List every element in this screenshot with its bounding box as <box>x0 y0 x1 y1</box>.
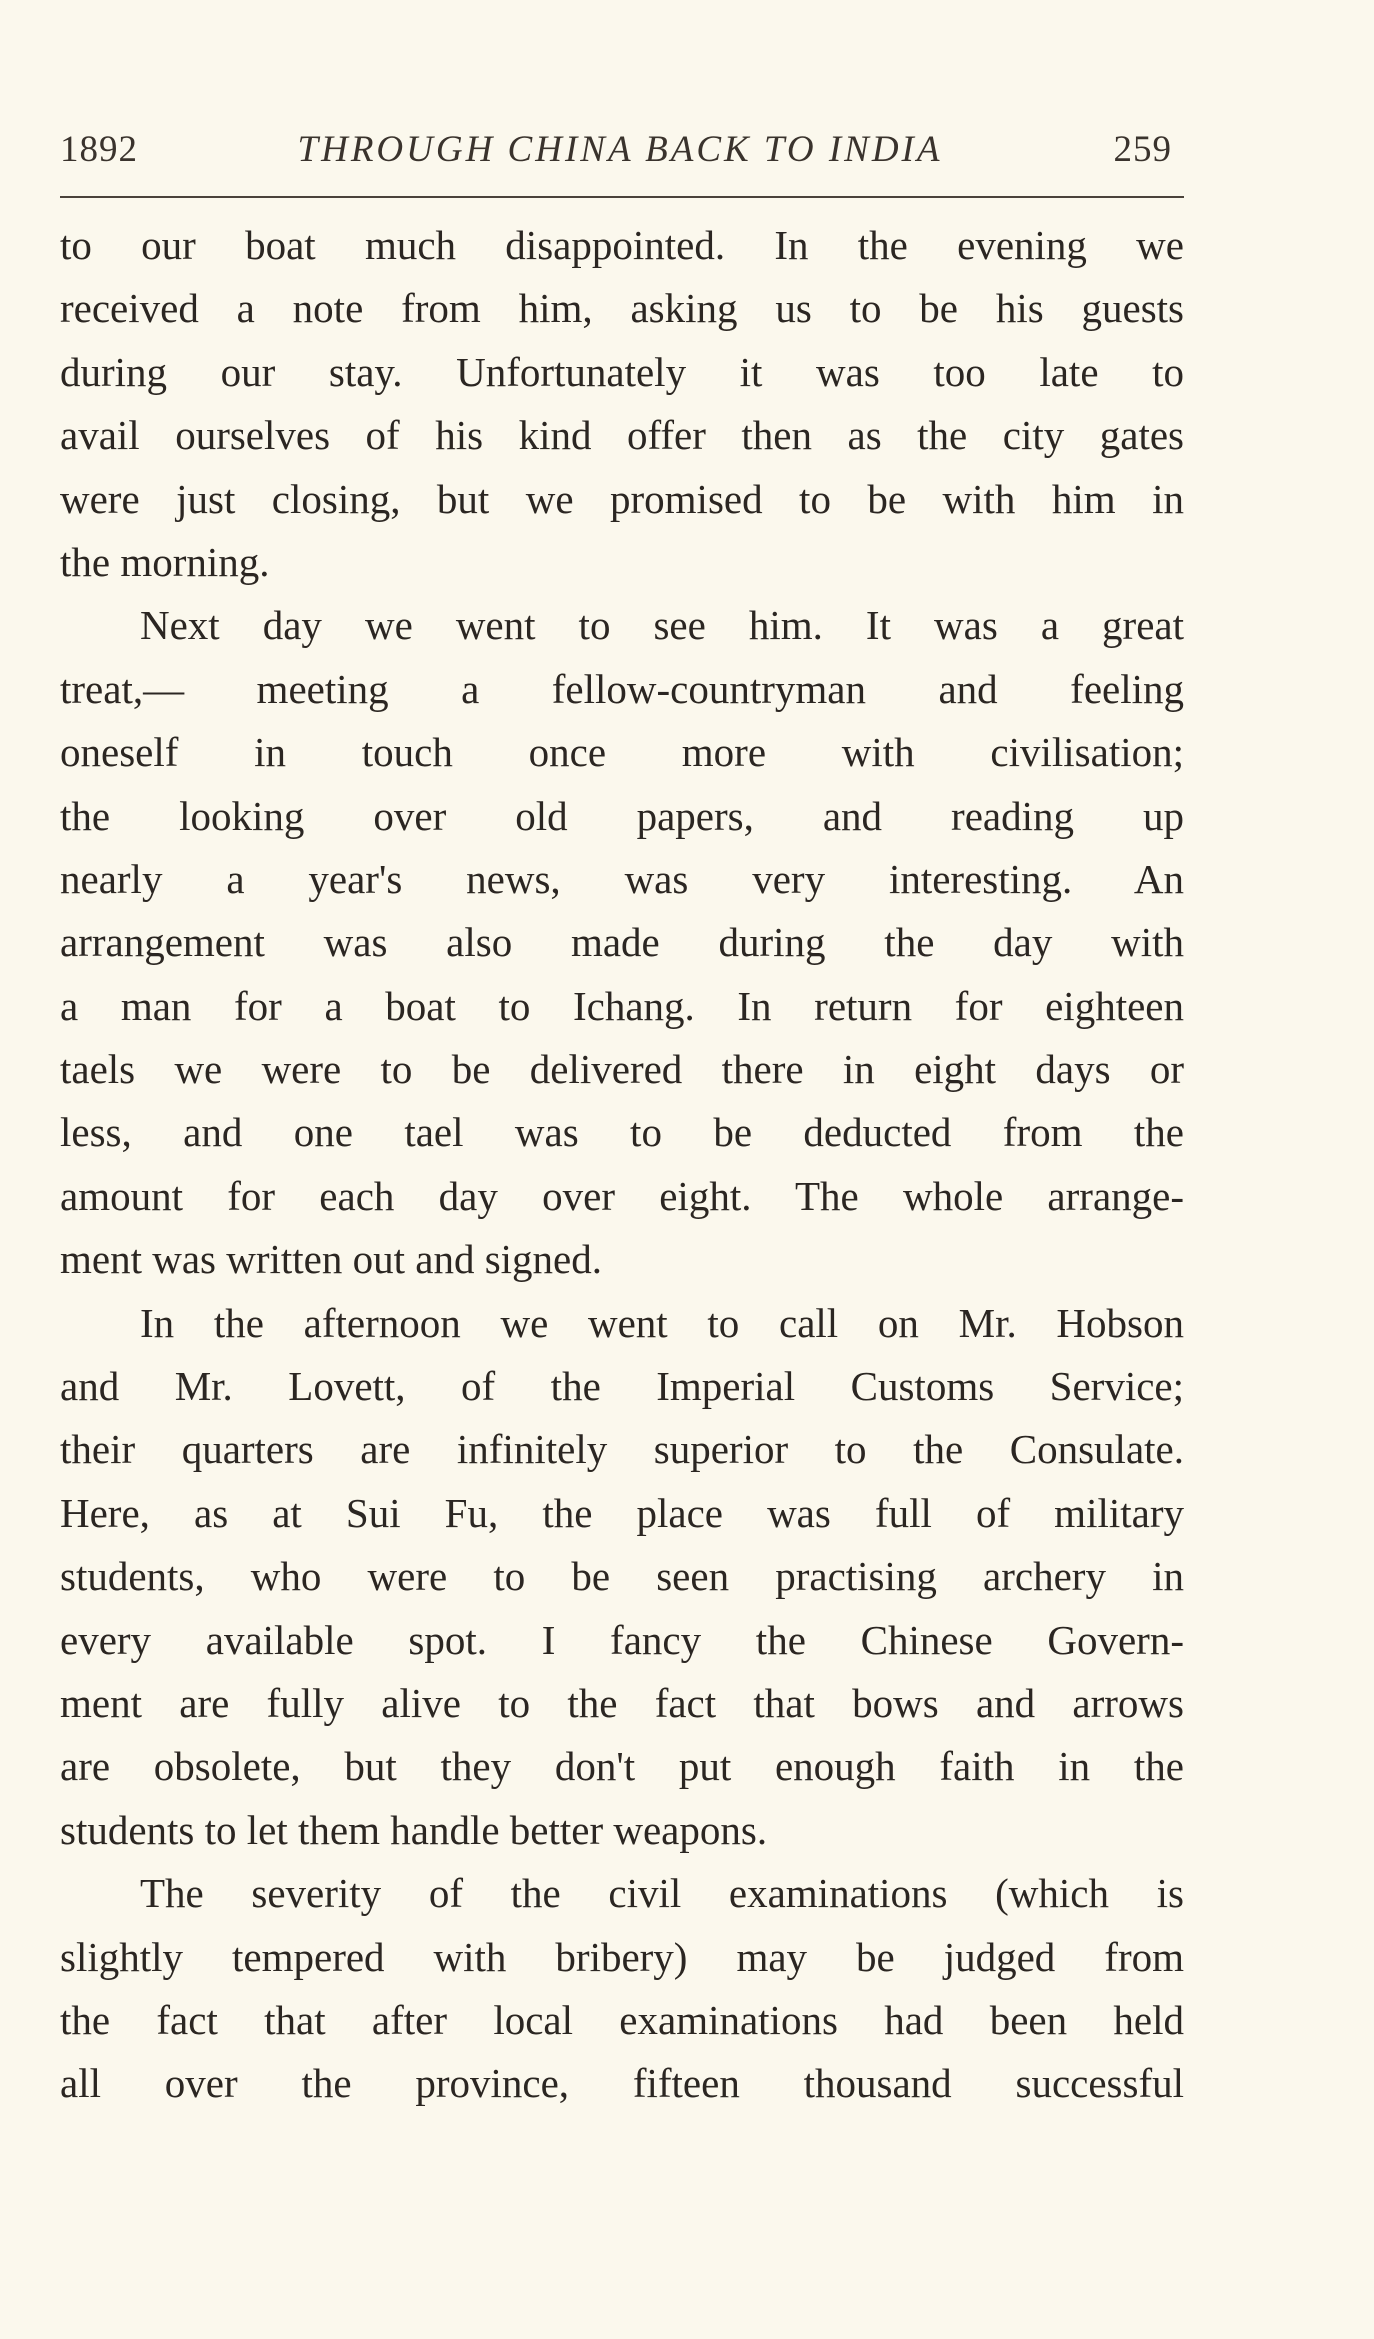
text-line: ment was written out and signed. <box>60 1236 603 1283</box>
text-line: are obsolete, but they don't put enough faith in the <box>60 1743 1184 1790</box>
text-line: slightly tempered with bribery) may be judged from <box>60 1933 1184 1980</box>
text-line: all over the province, fifteen thousand successful <box>60 2060 1184 2107</box>
text-line: to our boat much disappointed. In the evening we <box>60 222 1184 268</box>
text-line: oneself in touch once more with civilisation; <box>60 729 1184 776</box>
text-line: the fact that after local examinations had been held <box>60 1996 1184 2043</box>
text-line: less, and one tael was to be deducted from the <box>60 1109 1184 1156</box>
text-line: received a note from him, asking us to be his guests <box>60 285 1184 332</box>
text-line: avail ourselves of his kind offer then as the city gates <box>60 412 1184 459</box>
paragraph-2 <box>60 594 1184 1291</box>
paragraph-1 <box>60 214 1184 594</box>
paragraph-3 <box>60 1292 1184 1863</box>
text-line: the looking over old papers, and reading up <box>60 792 1184 839</box>
page-number: 259 <box>1113 129 1172 170</box>
text-line: during our stay. Unfortunately it was too late to <box>60 348 1184 395</box>
text-line: In the afternoon we went to call on Mr. Hobson <box>140 1299 1184 1346</box>
text-line: every available spot. I fancy the Chinese Govern- <box>60 1616 1184 1663</box>
text-line: arrangement was also made during the day with <box>60 919 1184 966</box>
header-title: THROUGH CHINA BACK TO INDIA <box>297 129 943 170</box>
header-year: 1892 <box>60 129 138 170</box>
text-line: amount for each day over eight. The whole arrange- <box>60 1172 1184 1219</box>
text-line: The severity of the civil examinations (which is <box>140 1870 1184 1917</box>
text-line: their quarters are infinitely superior to the Consulate. <box>60 1426 1184 1473</box>
text-line: Here, as at Sui Fu, the place was full of military <box>60 1489 1184 1536</box>
running-head <box>60 128 1180 184</box>
text-line: Next day we went to see him. It was a great <box>140 602 1184 649</box>
text-line: students to let them handle better weapons. <box>60 1806 768 1853</box>
text-line: the morning. <box>60 538 270 585</box>
body-text <box>60 214 1184 2116</box>
header-rule <box>60 196 1184 198</box>
text-line: treat,— meeting a fellow-countryman and feeling <box>60 665 1184 712</box>
paragraph-4 <box>60 1862 1184 2116</box>
text-line: students, who were to be seen practising archery in <box>60 1553 1184 1600</box>
text-line: taels we were to be delivered there in eight days or <box>60 1046 1184 1093</box>
text-line: nearly a year's news, was very interesting. An <box>60 855 1184 902</box>
text-line: and Mr. Lovett, of the Imperial Customs Service; <box>60 1363 1184 1410</box>
text-line: a man for a boat to Ichang. In return for eighteen <box>60 982 1184 1029</box>
text-line: were just closing, but we promised to be with him in <box>60 475 1184 522</box>
text-line: ment are fully alive to the fact that bows and arrows <box>60 1679 1184 1726</box>
